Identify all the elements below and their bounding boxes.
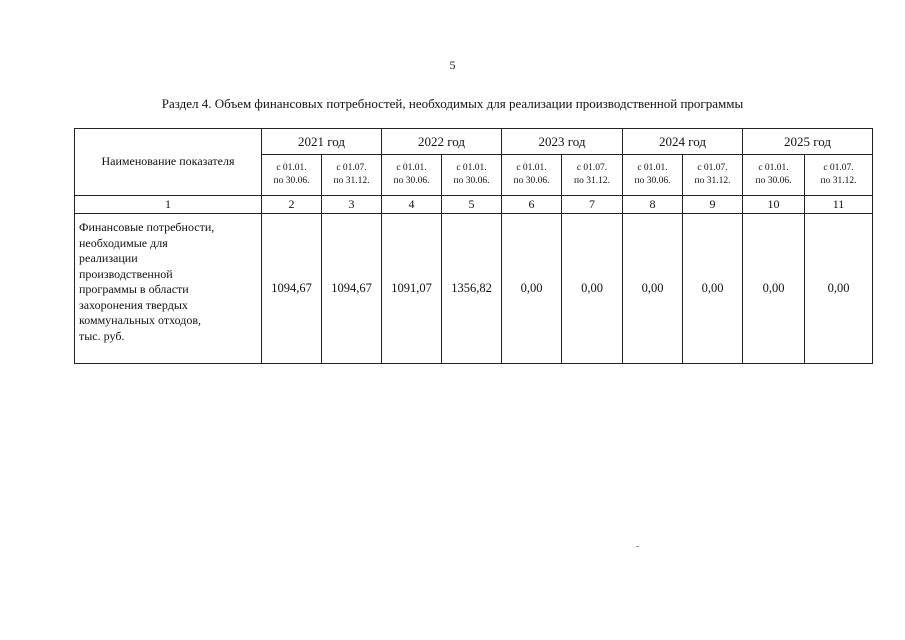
period-to: по 31.12. xyxy=(820,176,857,186)
column-number: 8 xyxy=(623,196,683,214)
column-number: 7 xyxy=(562,196,623,214)
period-to: по 30.06. xyxy=(755,176,792,186)
period-from: с 01.07. xyxy=(697,163,728,173)
column-number: 5 xyxy=(442,196,502,214)
value-cell: 1356,82 xyxy=(442,214,502,364)
period-header xyxy=(623,155,683,196)
value-cell: 0,00 xyxy=(683,214,743,364)
column-number-row xyxy=(75,196,873,214)
period-to: по 30.06. xyxy=(453,176,490,186)
value-cell: 1091,07 xyxy=(382,214,442,364)
value-cell: 1094,67 xyxy=(262,214,322,364)
value-cell: 0,00 xyxy=(502,214,562,364)
row-label-line: реализации xyxy=(79,251,138,265)
year-header: 2025 год xyxy=(743,129,873,155)
row-label-line: необходимые для xyxy=(79,235,168,250)
value-cell: 1094,67 xyxy=(322,214,382,364)
period-header xyxy=(382,155,442,196)
scan-speck xyxy=(636,546,639,547)
period-to: по 31.12. xyxy=(694,176,731,186)
column-number: 6 xyxy=(502,196,562,214)
section-title: Раздел 4. Объем финансовых потребностей, необходимых для реализации производственной программы xyxy=(161,96,744,111)
row-label-line: тыс. руб. xyxy=(79,328,125,343)
period-header xyxy=(683,155,743,196)
period-to: по 30.06. xyxy=(634,176,671,186)
period-from: с 01.01. xyxy=(276,163,307,173)
value-cell: 0,00 xyxy=(743,214,805,364)
period-from: с 01.01. xyxy=(396,163,427,173)
period-to: по 31.12. xyxy=(333,176,370,186)
column-header-name: Наименование показателя xyxy=(75,129,262,196)
column-number: 2 xyxy=(262,196,322,214)
row-label-line: коммунальных отходов, xyxy=(79,313,202,327)
period-from: с 01.07. xyxy=(823,163,854,173)
table-row xyxy=(75,214,873,364)
column-number: 9 xyxy=(683,196,743,214)
column-number: 1 xyxy=(75,196,262,214)
period-header xyxy=(743,155,805,196)
value-cell: 0,00 xyxy=(623,214,683,364)
year-header: 2024 год xyxy=(623,129,743,155)
period-header xyxy=(442,155,502,196)
period-header xyxy=(262,155,322,196)
period-to: по 30.06. xyxy=(393,176,430,186)
row-label-line: Финансовые потребности, xyxy=(79,220,215,234)
page-number: 5 xyxy=(449,58,456,72)
column-number: 11 xyxy=(805,196,873,214)
period-to: по 30.06. xyxy=(513,176,550,186)
financial-needs-table xyxy=(74,128,873,364)
value-cell: 0,00 xyxy=(805,214,873,364)
column-number: 3 xyxy=(322,196,382,214)
column-number: 4 xyxy=(382,196,442,214)
year-header: 2022 год xyxy=(382,129,502,155)
period-header xyxy=(322,155,382,196)
row-label-line: производственной xyxy=(79,266,173,281)
value-cell: 0,00 xyxy=(562,214,623,364)
year-header: 2021 год xyxy=(262,129,382,155)
period-to: по 31.12. xyxy=(574,176,610,186)
year-header: 2023 год xyxy=(502,129,623,155)
period-from: с 01.07. xyxy=(576,163,608,173)
period-header xyxy=(502,155,562,196)
period-from: с 01.01. xyxy=(637,163,668,173)
period-to: по 30.06. xyxy=(273,176,310,186)
period-from: с 01.01. xyxy=(516,163,547,173)
period-from: с 01.01. xyxy=(758,163,789,173)
row-label-line: захоронения твердых xyxy=(79,297,188,312)
period-header xyxy=(805,155,873,196)
period-from: с 01.01. xyxy=(456,163,487,173)
period-from: с 01.07. xyxy=(336,163,367,173)
row-label-line: программы в области xyxy=(79,282,189,296)
row-label xyxy=(75,214,262,364)
period-header xyxy=(562,155,623,196)
column-number: 10 xyxy=(743,196,805,214)
